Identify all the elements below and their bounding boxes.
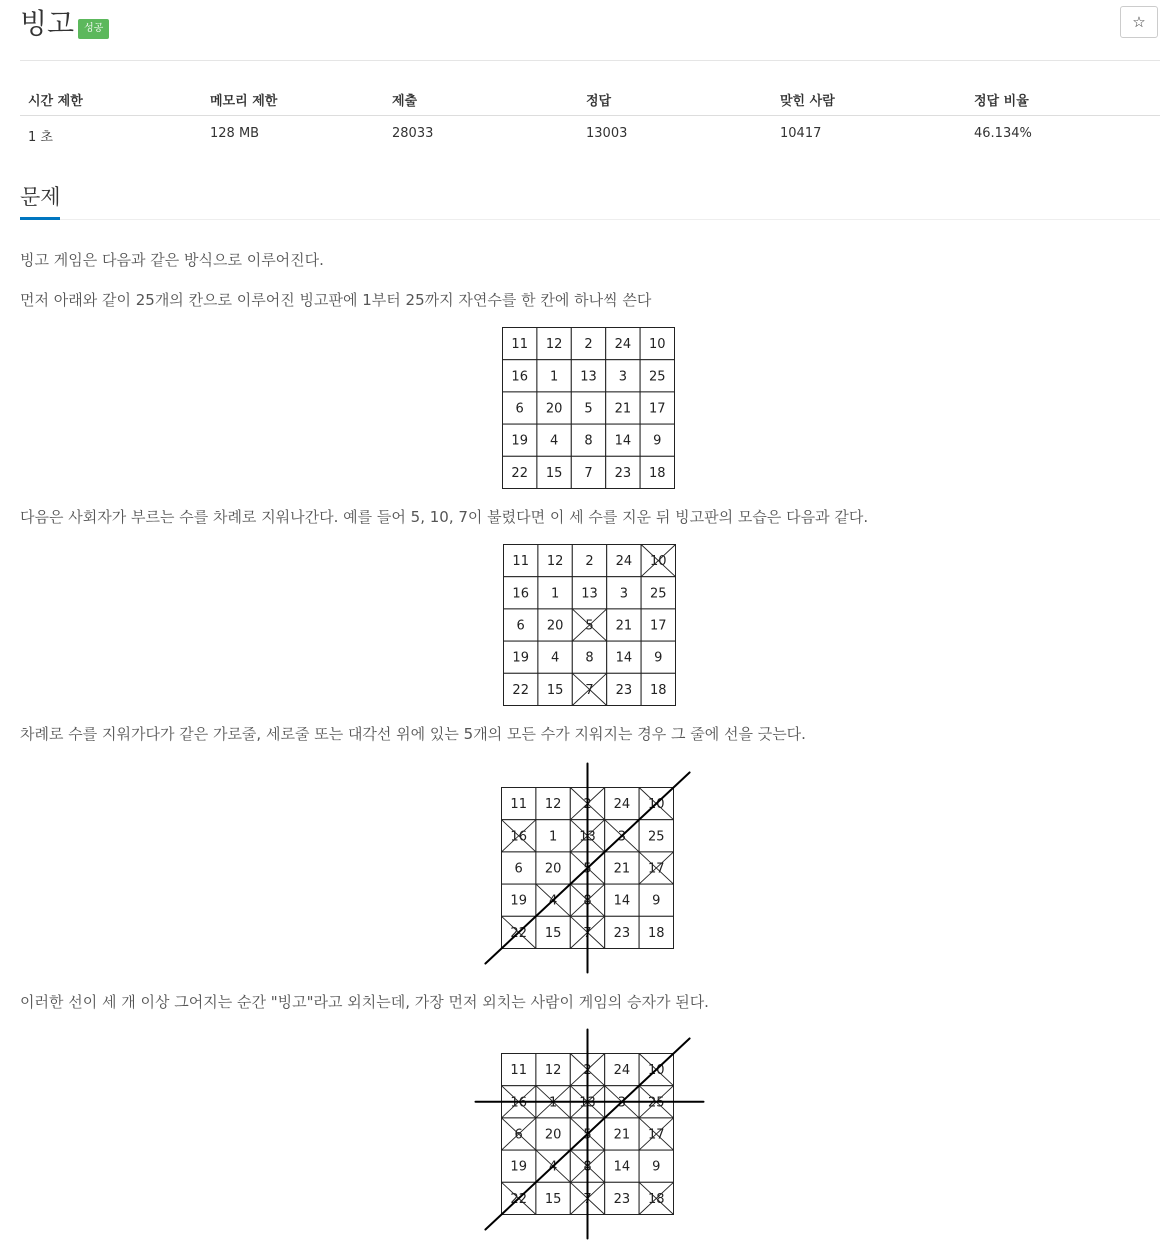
bingo-number: 25 bbox=[650, 586, 667, 602]
header-submissions: 제출 bbox=[392, 94, 418, 109]
bingo-cell bbox=[536, 916, 570, 948]
bingo-number: 24 bbox=[613, 1063, 631, 1079]
bingo-number: 22 bbox=[511, 465, 528, 481]
bingo-cell bbox=[537, 424, 571, 456]
bingo-number: 16 bbox=[512, 586, 529, 602]
bingo-number: 20 bbox=[544, 861, 562, 877]
bingo-number: 21 bbox=[613, 1127, 631, 1143]
bingo-number: 10 bbox=[650, 554, 667, 570]
bingo-cell bbox=[536, 788, 570, 820]
bingo-number: 10 bbox=[648, 797, 665, 813]
bingo-number: 22 bbox=[512, 682, 529, 698]
bingo-number: 24 bbox=[614, 337, 632, 353]
bingo-cell bbox=[572, 577, 606, 609]
bingo-cell bbox=[504, 545, 538, 577]
bingo-number: 14 bbox=[614, 433, 632, 449]
bingo-cell bbox=[572, 545, 606, 577]
bingo-number: 3 bbox=[617, 1095, 627, 1111]
bingo-number: 2 bbox=[583, 797, 592, 813]
bingo-number: 16 bbox=[511, 369, 528, 385]
value-time-limit: 1 초 bbox=[28, 130, 53, 145]
bingo-number: 15 bbox=[546, 682, 564, 698]
bingo-cell bbox=[536, 820, 570, 852]
bingo-cell bbox=[641, 577, 675, 609]
bingo-cell bbox=[606, 360, 640, 392]
bingo-number: 20 bbox=[544, 1127, 562, 1143]
bingo-number: 10 bbox=[649, 337, 666, 353]
bingo-number: 18 bbox=[648, 1191, 665, 1207]
bingo-cell bbox=[605, 916, 639, 948]
bingo-cell bbox=[605, 852, 639, 884]
bingo-number: 22 bbox=[510, 925, 527, 941]
bingo-number: 13 bbox=[581, 586, 598, 602]
bingo-number: 12 bbox=[544, 797, 562, 813]
header-memory-limit: 메모리 제한 bbox=[210, 94, 278, 109]
problem-paragraph: 빙고 게임은 다음과 같은 방식으로 이루어진다. bbox=[20, 251, 324, 269]
bingo-number: 22 bbox=[510, 1191, 527, 1207]
bingo-cell bbox=[536, 1182, 570, 1214]
bingo-cell bbox=[639, 820, 673, 852]
bingo-cell bbox=[503, 392, 537, 424]
bingo-cell bbox=[605, 788, 639, 820]
bingo-number: 15 bbox=[544, 1191, 562, 1207]
bingo-number: 12 bbox=[544, 1063, 562, 1079]
status-badge: 성공 bbox=[78, 19, 109, 39]
bingo-cell bbox=[502, 852, 536, 884]
bingo-cell bbox=[606, 328, 640, 360]
bingo-cell bbox=[538, 545, 572, 577]
bingo-number: 6 bbox=[515, 401, 524, 417]
header-ratio: 정답 비율 bbox=[974, 94, 1029, 109]
bingo-number: 23 bbox=[613, 1191, 631, 1207]
bingo-cell bbox=[605, 1054, 639, 1086]
bingo-number: 7 bbox=[585, 682, 594, 698]
bingo-number: 14 bbox=[615, 650, 633, 666]
bingo-cell bbox=[639, 852, 673, 884]
bingo-cell bbox=[605, 1118, 639, 1150]
bingo-number: 2 bbox=[585, 554, 594, 570]
bingo-cell bbox=[503, 456, 537, 488]
bingo-number: 13 bbox=[579, 1095, 596, 1111]
bingo-cell bbox=[639, 1182, 673, 1214]
bingo-cell bbox=[537, 360, 571, 392]
favorite-button[interactable] bbox=[1120, 6, 1158, 38]
bingo-number: 13 bbox=[580, 369, 597, 385]
problem-paragraph: 다음은 사회자가 부르는 수를 차례로 지워나간다. 예를 들어 5, 10, 7이 불렸다면 이 세 수를 지운 뒤 빙고판의 모습은 다음과 같다. bbox=[20, 508, 869, 526]
bingo-number: 1 bbox=[549, 369, 559, 385]
bingo-cell bbox=[502, 884, 536, 916]
bingo-number: 7 bbox=[583, 925, 592, 941]
bingo-cell bbox=[605, 1182, 639, 1214]
value-submissions: 28033 bbox=[392, 126, 434, 141]
bingo-number: 9 bbox=[653, 433, 662, 449]
bingo-number: 1 bbox=[548, 829, 558, 845]
bingo-cell bbox=[502, 1054, 536, 1086]
bingo-cell bbox=[607, 545, 641, 577]
bingo-number: 25 bbox=[649, 369, 666, 385]
bingo-cell bbox=[607, 673, 641, 705]
bingo-number: 18 bbox=[650, 682, 667, 698]
bingo-cell bbox=[605, 1150, 639, 1182]
bingo-number: 6 bbox=[514, 1127, 523, 1143]
bingo-number: 23 bbox=[613, 925, 631, 941]
bingo-cell bbox=[572, 609, 606, 641]
bingo-number: 19 bbox=[511, 433, 528, 449]
bingo-number: 18 bbox=[648, 925, 665, 941]
value-memory-limit: 128 MB bbox=[210, 126, 260, 141]
bingo-number: 15 bbox=[544, 925, 562, 941]
bingo-number: 14 bbox=[613, 893, 631, 909]
bingo-number: 14 bbox=[613, 1159, 631, 1175]
bingo-cell bbox=[502, 788, 536, 820]
title-divider bbox=[20, 60, 1160, 61]
bingo-number: 24 bbox=[613, 797, 631, 813]
problem-paragraph: 먼저 아래와 같이 25개의 칸으로 이루어진 빙고판에 1부터 25까지 자연수를 한 칸에 하나씩 쓴다 bbox=[20, 291, 652, 309]
bingo-number: 7 bbox=[584, 465, 593, 481]
bingo-number: 8 bbox=[585, 650, 594, 666]
bingo-cell bbox=[536, 1118, 570, 1150]
bingo-cell bbox=[607, 577, 641, 609]
bingo-cell bbox=[503, 360, 537, 392]
bingo-cell bbox=[639, 884, 673, 916]
header-solvers: 맞힌 사람 bbox=[780, 94, 835, 109]
bingo-cell bbox=[538, 641, 572, 673]
bingo-cell bbox=[641, 545, 675, 577]
bingo-board-figure-2 bbox=[503, 544, 678, 709]
bingo-number: 11 bbox=[512, 554, 529, 570]
section-title-underline bbox=[20, 217, 60, 220]
bingo-cell bbox=[639, 916, 673, 948]
bingo-cell bbox=[641, 609, 675, 641]
bingo-cell bbox=[605, 884, 639, 916]
bingo-cell bbox=[640, 392, 674, 424]
bingo-cell bbox=[572, 641, 606, 673]
bingo-cell bbox=[571, 424, 605, 456]
section-title: 문제 bbox=[20, 185, 61, 209]
bingo-cell bbox=[538, 673, 572, 705]
bingo-number: 21 bbox=[614, 401, 632, 417]
bingo-cell bbox=[504, 641, 538, 673]
bingo-number: 16 bbox=[510, 829, 527, 845]
bingo-cell bbox=[640, 328, 674, 360]
bingo-number: 20 bbox=[546, 618, 564, 634]
bingo-number: 5 bbox=[585, 618, 594, 634]
header-time-limit: 시간 제한 bbox=[28, 94, 83, 109]
bingo-number: 2 bbox=[583, 1063, 592, 1079]
bingo-number: 20 bbox=[545, 401, 563, 417]
bingo-number: 21 bbox=[615, 618, 633, 634]
bingo-board-figure-1 bbox=[502, 327, 677, 492]
bingo-cell bbox=[640, 424, 674, 456]
bingo-number: 17 bbox=[648, 861, 665, 877]
bingo-number: 1 bbox=[548, 1095, 558, 1111]
bingo-number: 3 bbox=[619, 586, 629, 602]
bingo-number: 23 bbox=[614, 465, 632, 481]
bingo-cell bbox=[502, 820, 536, 852]
bingo-cell bbox=[537, 328, 571, 360]
bingo-number: 5 bbox=[583, 1127, 592, 1143]
bingo-number: 6 bbox=[514, 861, 523, 877]
bingo-number: 4 bbox=[548, 893, 558, 909]
bingo-number: 12 bbox=[545, 337, 563, 353]
bingo-number: 3 bbox=[618, 369, 628, 385]
bingo-number: 4 bbox=[549, 433, 559, 449]
value-ratio: 46.134% bbox=[974, 126, 1032, 141]
bingo-number: 4 bbox=[550, 650, 560, 666]
bingo-cell bbox=[536, 852, 570, 884]
header-accepted: 정답 bbox=[586, 94, 612, 109]
bingo-number: 12 bbox=[546, 554, 564, 570]
bingo-cell bbox=[571, 328, 605, 360]
bingo-cell bbox=[640, 360, 674, 392]
bingo-number: 19 bbox=[510, 893, 527, 909]
bingo-number: 7 bbox=[583, 1191, 592, 1207]
bingo-number: 23 bbox=[615, 682, 633, 698]
bingo-number: 13 bbox=[579, 829, 596, 845]
bingo-cell bbox=[606, 456, 640, 488]
bingo-number: 16 bbox=[510, 1095, 527, 1111]
bingo-cell bbox=[607, 609, 641, 641]
bingo-cell bbox=[502, 1118, 536, 1150]
bingo-number: 5 bbox=[583, 861, 592, 877]
bingo-number: 11 bbox=[510, 797, 527, 813]
bingo-cell bbox=[641, 673, 675, 705]
problem-title: 빙고 bbox=[20, 7, 75, 40]
bingo-cell bbox=[536, 1054, 570, 1086]
bingo-number: 11 bbox=[511, 337, 528, 353]
bingo-number: 21 bbox=[613, 861, 631, 877]
table-divider bbox=[20, 115, 1160, 116]
bingo-cell bbox=[537, 392, 571, 424]
bingo-number: 2 bbox=[584, 337, 593, 353]
bingo-cell bbox=[572, 673, 606, 705]
bingo-number: 25 bbox=[648, 1095, 665, 1111]
bingo-cell bbox=[503, 424, 537, 456]
bingo-cell bbox=[538, 609, 572, 641]
problem-paragraph: 이러한 선이 세 개 이상 그어지는 순간 "빙고"라고 외치는데, 가장 먼저 외치는 사람이 게임의 승자가 된다. bbox=[20, 993, 709, 1011]
bingo-board-figure-3 bbox=[476, 759, 701, 975]
bingo-number: 19 bbox=[510, 1159, 527, 1175]
bingo-number: 1 bbox=[550, 586, 560, 602]
bingo-number: 10 bbox=[648, 1063, 665, 1079]
bingo-number: 8 bbox=[583, 893, 592, 909]
bingo-number: 15 bbox=[545, 465, 563, 481]
bingo-cell bbox=[571, 360, 605, 392]
bingo-cell bbox=[537, 456, 571, 488]
bingo-cell bbox=[538, 577, 572, 609]
bingo-number: 17 bbox=[650, 618, 667, 634]
bingo-number: 8 bbox=[584, 433, 593, 449]
bingo-number: 9 bbox=[652, 1159, 661, 1175]
bingo-cell bbox=[607, 641, 641, 673]
bingo-cell bbox=[571, 392, 605, 424]
bingo-number: 6 bbox=[516, 618, 525, 634]
bingo-number: 3 bbox=[617, 829, 627, 845]
section-divider bbox=[20, 219, 1160, 220]
bingo-number: 11 bbox=[510, 1063, 527, 1079]
value-solvers: 10417 bbox=[780, 126, 822, 141]
bingo-number: 5 bbox=[584, 401, 593, 417]
bingo-number: 4 bbox=[548, 1159, 558, 1175]
bingo-number: 9 bbox=[652, 893, 661, 909]
bingo-cell bbox=[571, 456, 605, 488]
bingo-cell bbox=[640, 456, 674, 488]
value-accepted: 13003 bbox=[586, 126, 628, 141]
bingo-cell bbox=[504, 609, 538, 641]
bingo-board-figure-4 bbox=[470, 1027, 710, 1247]
bingo-cell bbox=[641, 641, 675, 673]
bingo-number: 8 bbox=[583, 1159, 592, 1175]
bingo-number: 18 bbox=[649, 465, 666, 481]
bingo-number: 17 bbox=[649, 401, 666, 417]
problem-paragraph: 차례로 수를 지워가다가 같은 가로줄, 세로줄 또는 대각선 위에 있는 5개의 모든 수가 지워지는 경우 그 줄에 선을 긋는다. bbox=[20, 725, 806, 743]
bingo-cell bbox=[502, 1150, 536, 1182]
star-icon: ☆ bbox=[1132, 13, 1146, 31]
bingo-cell bbox=[639, 1150, 673, 1182]
bingo-number: 17 bbox=[648, 1127, 665, 1143]
bingo-number: 9 bbox=[654, 650, 663, 666]
bingo-number: 24 bbox=[615, 554, 633, 570]
bingo-cell bbox=[606, 392, 640, 424]
bingo-cell bbox=[503, 328, 537, 360]
bingo-number: 25 bbox=[648, 829, 665, 845]
bingo-number: 19 bbox=[512, 650, 529, 666]
bingo-cell bbox=[504, 577, 538, 609]
bingo-cell bbox=[639, 1118, 673, 1150]
bingo-cell bbox=[606, 424, 640, 456]
bingo-cell bbox=[504, 673, 538, 705]
